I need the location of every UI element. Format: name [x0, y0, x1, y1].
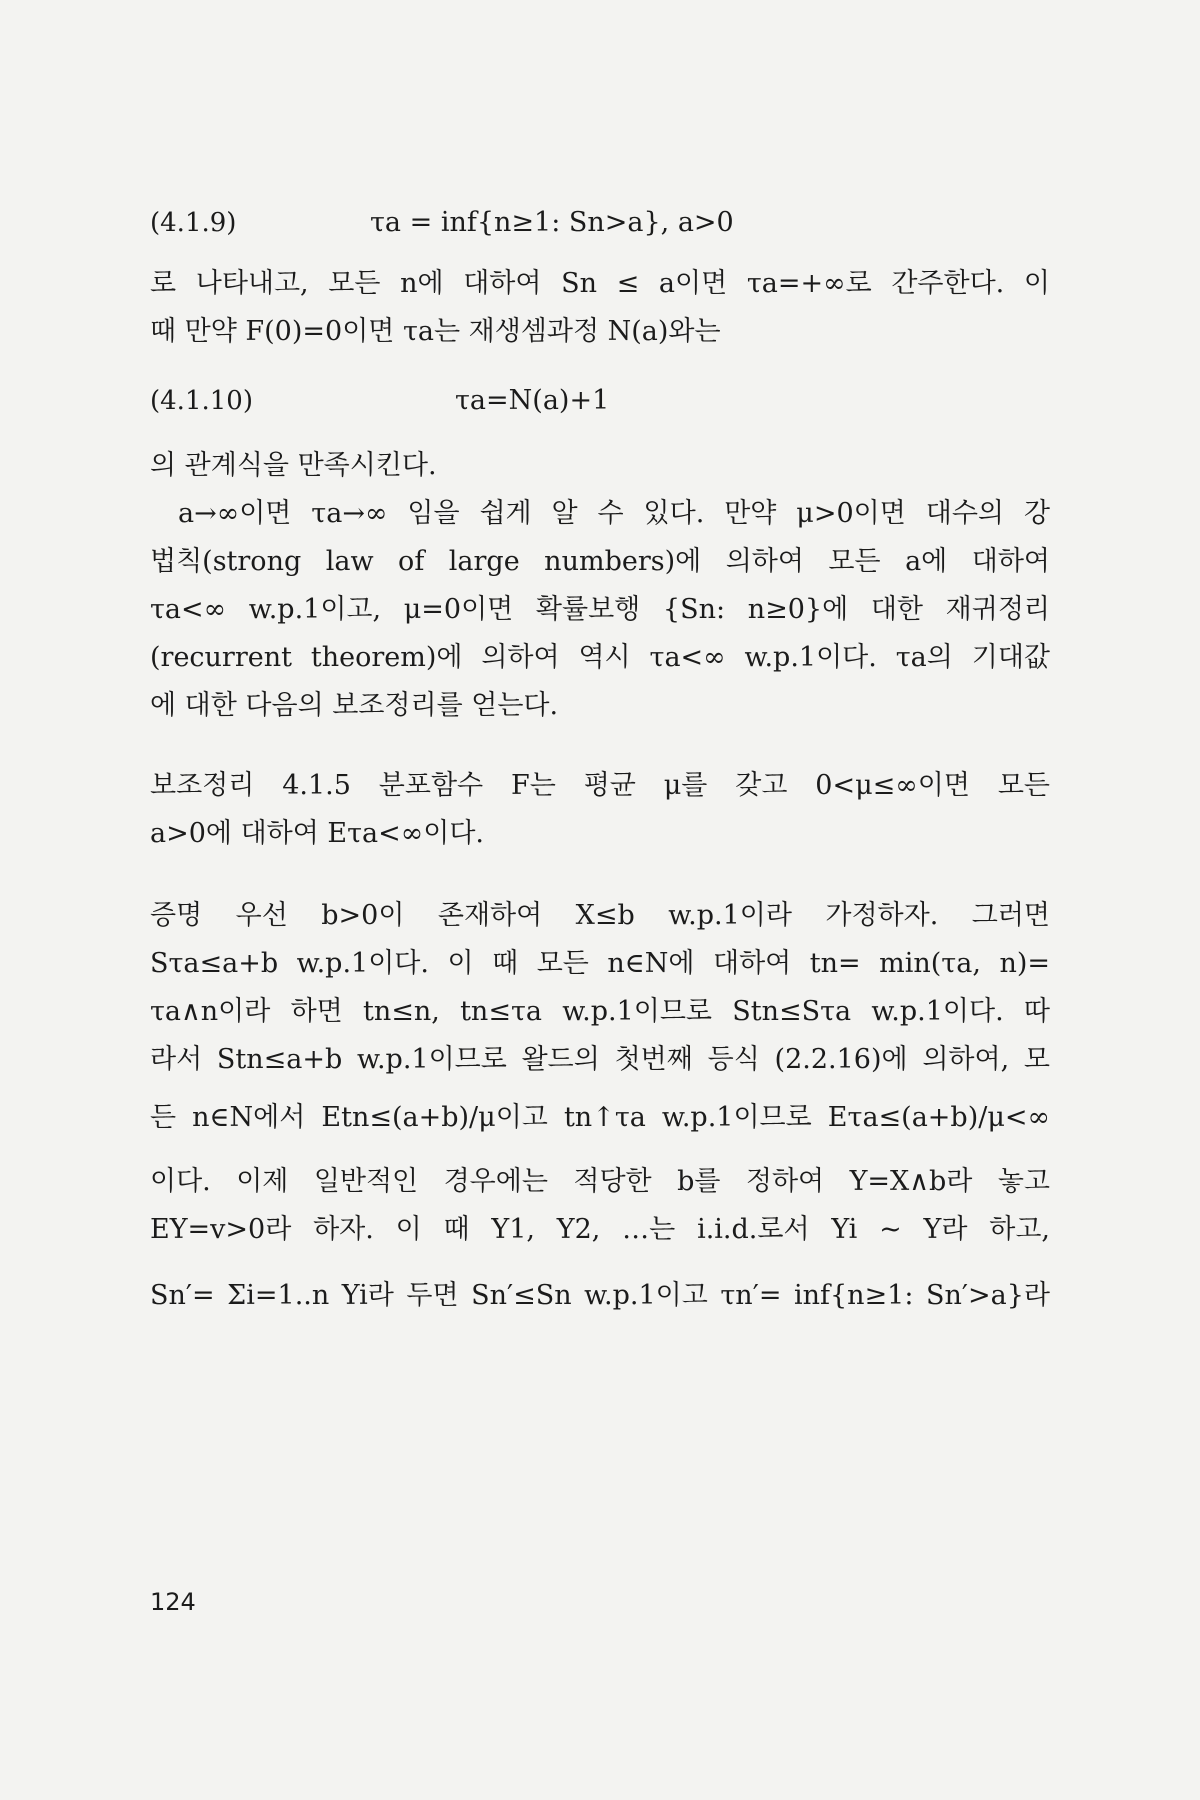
paragraph-line: 때 만약 F(0)=0이면 τa는 재생셈과정 N(a)와는 [150, 316, 721, 347]
paragraph-line: 에 대한 다음의 보조정리를 얻는다. [150, 690, 559, 721]
equation-body: τa = inf{n≥1: Sn>a}, a>0 [370, 207, 734, 238]
proof-line: τa∧n이라 하면 tn≤n, tn≤τa w.p.1이므로 Stn≤Sτa w.p.1이다. 따 [150, 996, 1050, 1027]
proof-line: 라서 Stn≤a+b w.p.1이므로 왈드의 첫번째 등식 (2.2.16)에 의하여, 모 [150, 1044, 1050, 1075]
paragraph-line: 의 관계식을 만족시킨다. [150, 450, 437, 481]
lemma-line: 보조정리 4.1.5 분포함수 F는 평균 μ를 갖고 0<μ≤∞이면 모든 [150, 770, 1050, 801]
proof-line: Sn′= Σi=1..n Yi라 두면 Sn′≤Sn w.p.1이고 τn′= inf{n≥1: Sn′>a}라 [150, 1280, 1050, 1311]
lemma-line: a>0에 대하여 Eτa<∞이다. [150, 818, 484, 849]
proof-line: 증명 우선 b>0이 존재하여 X≤b w.p.1이라 가정하자. 그러면 [150, 900, 1050, 931]
equation-label: (4.1.10) [150, 386, 253, 416]
paragraph-line: (recurrent theorem)에 의하여 역시 τa<∞ w.p.1이다. τa의 기대값 [150, 642, 1050, 673]
paragraph-line: 법칙(strong law of large numbers)에 의하여 모든 a에 대하여 [150, 546, 1050, 577]
proof-line: 든 n∈N에서 Etn≤(a+b)/μ이고 tn↑τa w.p.1이므로 Eτa≤(a+b)/μ<∞ [150, 1102, 1050, 1133]
equation-body: τa=N(a)+1 [455, 385, 610, 416]
proof-line: Sτa≤a+b w.p.1이다. 이 때 모든 n∈N에 대하여 tn= min(τa, n)= [150, 948, 1050, 979]
equation-label: (4.1.9) [150, 208, 237, 238]
paragraph-line: 로 나타내고, 모든 n에 대하여 Sn ≤ a이면 τa=+∞로 간주한다. 이 [150, 268, 1050, 299]
proof-line: EY=v>0라 하자. 이 때 Y1, Y2, …는 i.i.d.로서 Yi ~ Y라 하고, [150, 1214, 1050, 1245]
paragraph-line: a→∞이면 τa→∞ 임을 쉽게 알 수 있다. 만약 μ>0이면 대수의 강 [178, 498, 1050, 529]
proof-line: 이다. 이제 일반적인 경우에는 적당한 b를 정하여 Y=X∧b라 놓고 [150, 1166, 1050, 1197]
page-number: 124 [150, 1588, 196, 1616]
paragraph-line: τa<∞ w.p.1이고, μ=0이면 확률보행 {Sn: n≥0}에 대한 재귀정리 [150, 594, 1050, 625]
